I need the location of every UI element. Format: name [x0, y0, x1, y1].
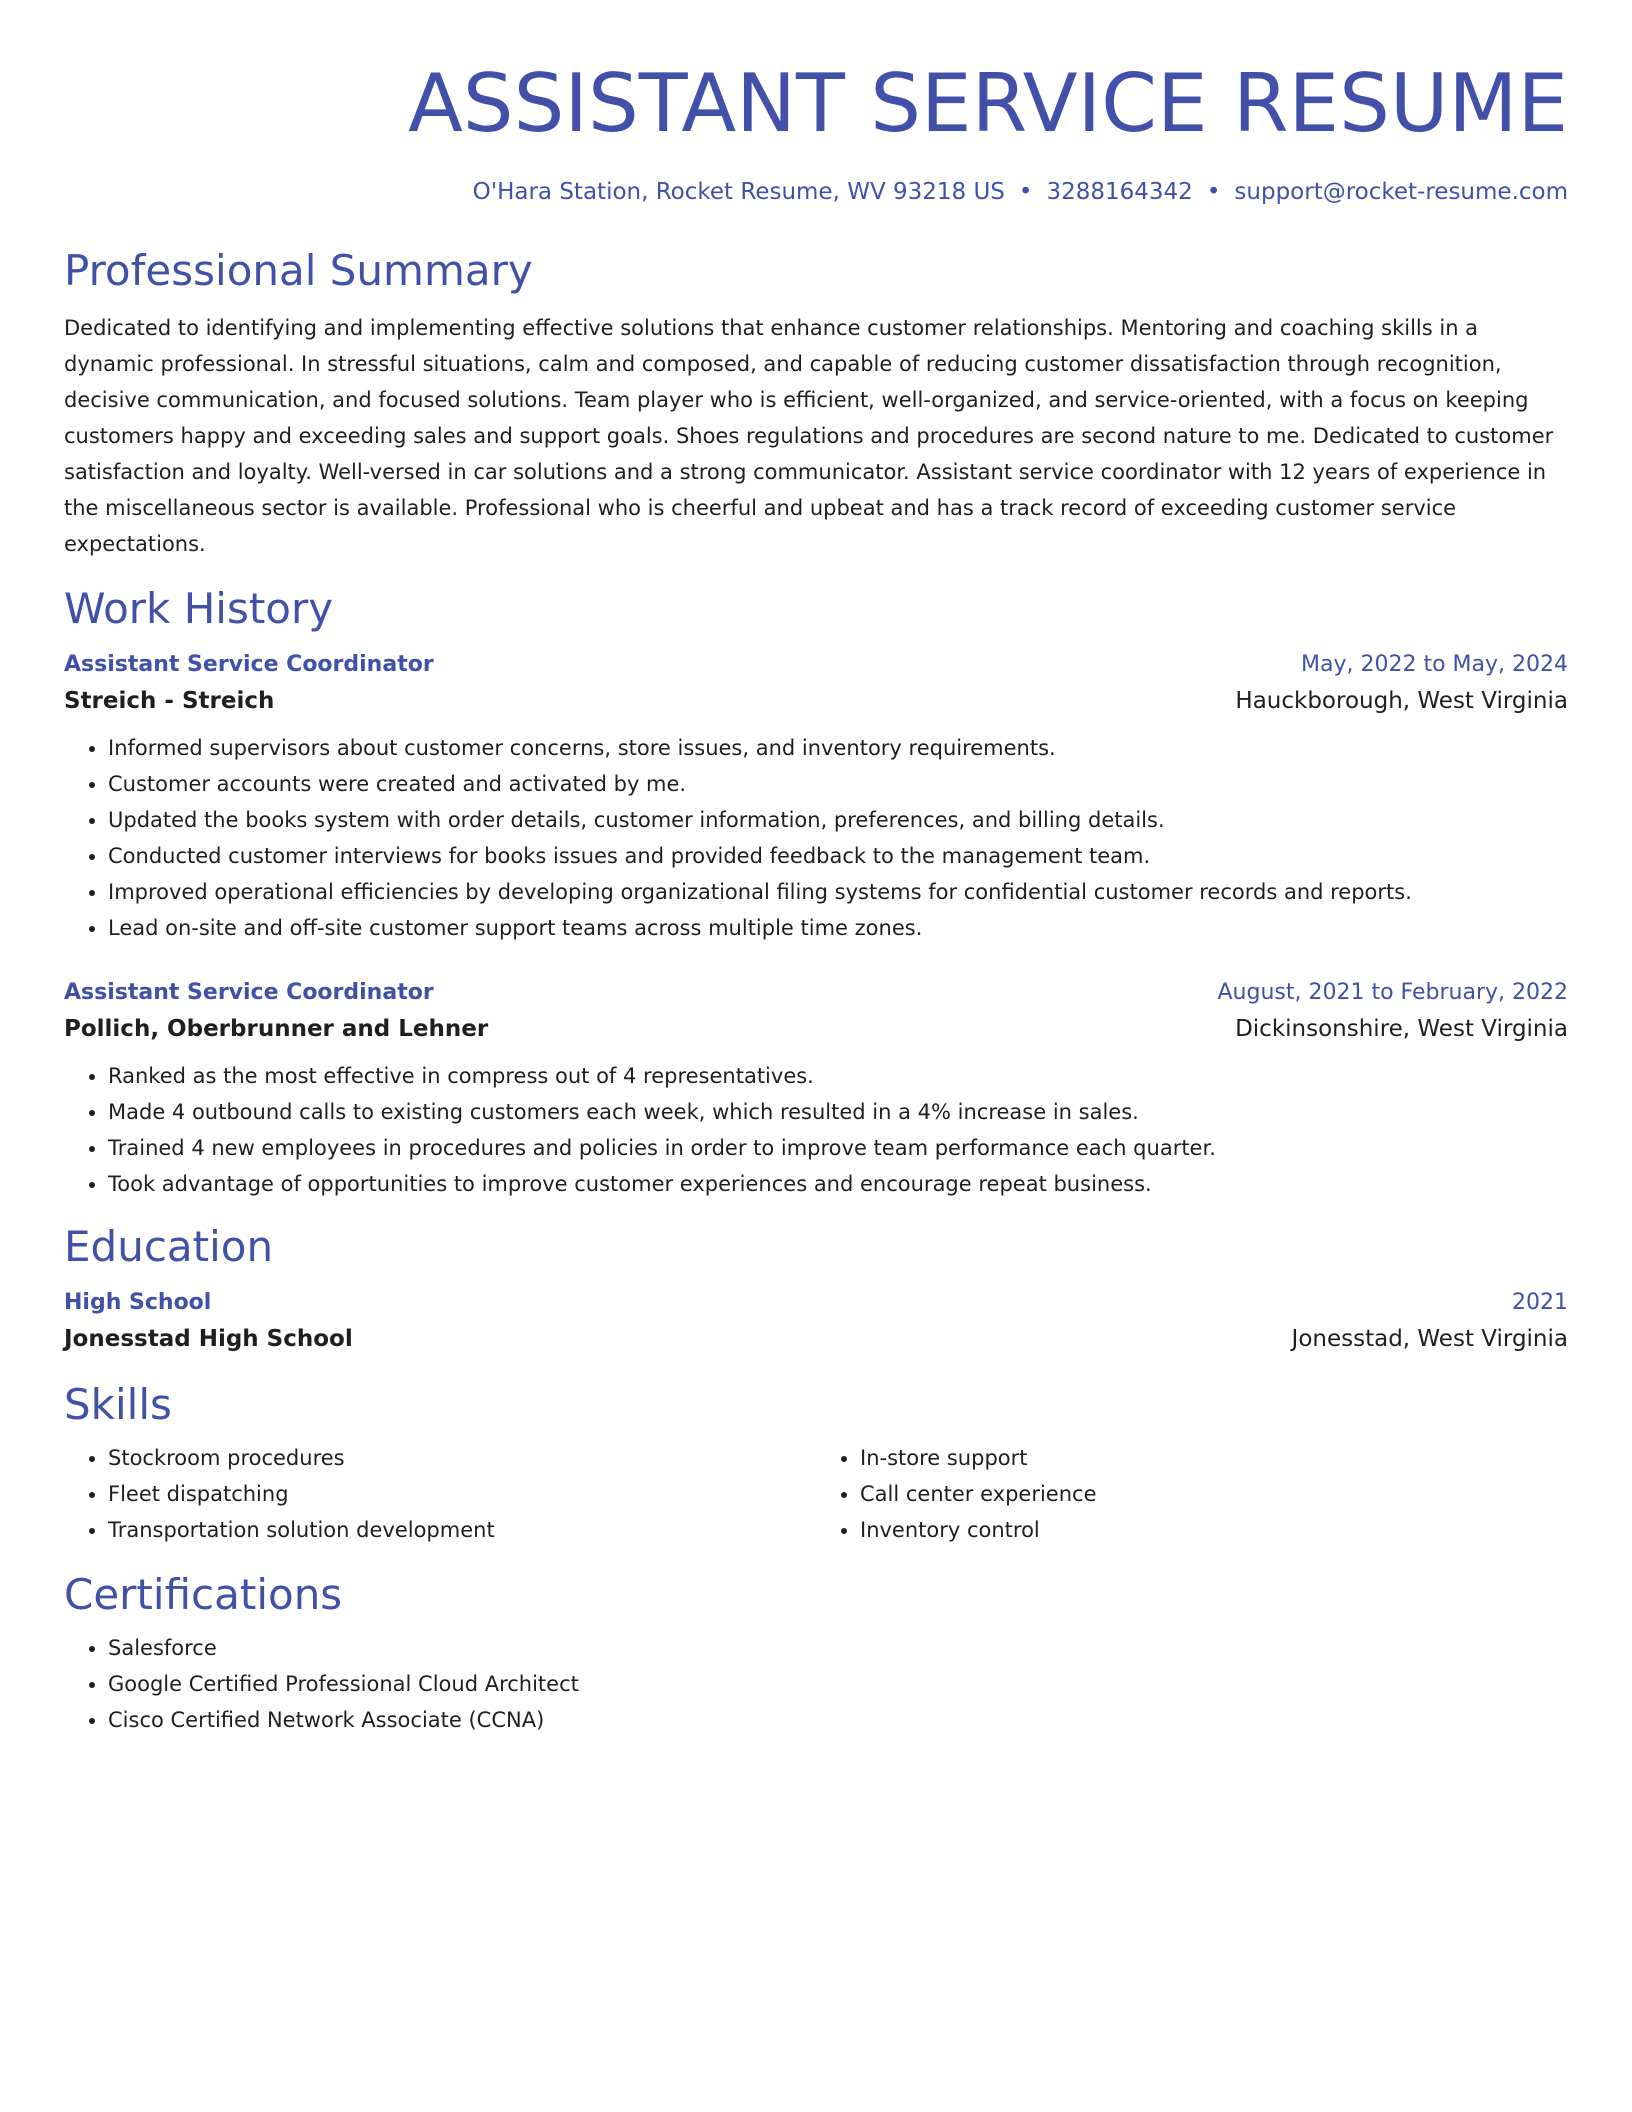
- job-title: Assistant Service Coordinator: [64, 652, 434, 677]
- contact-separator: •: [1018, 179, 1033, 205]
- list-item: • Cisco Certified Network Associate (CCNA): [108, 1702, 1568, 1738]
- degree-title: High School: [64, 1290, 212, 1315]
- job-bullets: [64, 730, 1568, 946]
- list-item: • Inventory control: [860, 1512, 1568, 1548]
- summary-text: Dedicated to identifying and implementing effective solutions that enhance customer relationships. Mentoring and coaching skills in a dynamic professional. In stressful situations, calm and composed, and capable of reducing customer dissatisfaction through recognition, decisive communication, and focused solutions. Team player who is efficient, well-organized, and service-oriented, with a focus on keeping customers happy and exceeding sales and support goals. Shoes regulations and procedures are second nature to me. Dedicated to customer satisfaction and loyalty. Well-versed in car solutions and a strong communicator. Assistant service coordinator with 12 years of experience in the miscellaneous sector is available. Professional who is cheerful and upbeat and has a track record of exceeding customer service expectations.: [64, 316, 1554, 556]
- school-location: Jonesstad, West Virginia: [1291, 1326, 1568, 1352]
- resume-page: [64, 0, 1568, 1738]
- list-item: • Salesforce: [108, 1630, 1568, 1666]
- job-location: Hauckborough, West Virginia: [1235, 688, 1568, 714]
- skills-column-left: [64, 1440, 816, 1548]
- education-entry: [64, 1286, 1568, 1358]
- list-item: • Google Certified Professional Cloud Architect: [108, 1666, 1568, 1702]
- list-item: • Stockroom procedures: [108, 1440, 816, 1476]
- certifications-heading: Certifications: [64, 1570, 343, 1619]
- job-bullets: [64, 1058, 1568, 1202]
- list-item: • Fleet dispatching: [108, 1476, 816, 1512]
- education-heading: Education: [64, 1222, 274, 1271]
- contact-address: O'Hara Station, Rocket Resume, WV 93218 US: [472, 179, 1005, 205]
- skills-grid: [64, 1440, 1568, 1548]
- list-item: • Lead on-site and off-site customer support teams across multiple time zones.: [108, 910, 1568, 946]
- certifications-list: [64, 1630, 1568, 1738]
- list-item: • Made 4 outbound calls to existing customers each week, which resulted in a 4% increase in sales.: [108, 1094, 1568, 1130]
- work-history-heading: Work History: [64, 584, 334, 633]
- list-item: • Transportation solution development: [108, 1512, 816, 1548]
- contact-separator: •: [1206, 179, 1221, 205]
- list-item: • Call center experience: [860, 1476, 1568, 1512]
- summary-heading: Professional Summary: [64, 246, 533, 295]
- list-item: • Informed supervisors about customer concerns, store issues, and inventory requirements.: [108, 730, 1568, 766]
- school-name: Jonesstad High School: [64, 1326, 353, 1352]
- list-item: • Improved operational efficiencies by developing organizational filing systems for confidential customer records and reports.: [108, 874, 1568, 910]
- contact-email[interactable]: support@rocket-resume.com: [1234, 179, 1568, 205]
- work-entry: [64, 648, 1568, 946]
- list-item: • Took advantage of opportunities to improve customer experiences and encourage repeat business.: [108, 1166, 1568, 1202]
- job-title: Assistant Service Coordinator: [64, 980, 434, 1005]
- list-item: • In-store support: [860, 1440, 1568, 1476]
- contact-phone: 3288164342: [1046, 179, 1193, 205]
- job-location: Dickinsonshire, West Virginia: [1235, 1016, 1568, 1042]
- skills-column-right: [816, 1440, 1568, 1548]
- education-year: 2021: [1512, 1290, 1568, 1315]
- list-item: • Updated the books system with order details, customer information, preferences, and billing details.: [108, 802, 1568, 838]
- list-item: • Ranked as the most effective in compress out of 4 representatives.: [108, 1058, 1568, 1094]
- work-entry: [64, 976, 1568, 1202]
- contact-line: [64, 176, 1568, 208]
- skills-heading: Skills: [64, 1380, 172, 1429]
- job-dates: August, 2021 to February, 2022: [1217, 980, 1568, 1005]
- list-item: • Customer accounts were created and activated by me.: [108, 766, 1568, 802]
- list-item: • Trained 4 new employees in procedures and policies in order to improve team performance each quarter.: [108, 1130, 1568, 1166]
- job-dates: May, 2022 to May, 2024: [1301, 652, 1568, 677]
- list-item: • Conducted customer interviews for books issues and provided feedback to the management team.: [108, 838, 1568, 874]
- resume-title: ASSISTANT SERVICE RESUME: [408, 57, 1568, 150]
- employer-name: Pollich, Oberbrunner and Lehner: [64, 1016, 489, 1042]
- employer-name: Streich - Streich: [64, 688, 275, 714]
- resume-header: [64, 0, 1568, 208]
